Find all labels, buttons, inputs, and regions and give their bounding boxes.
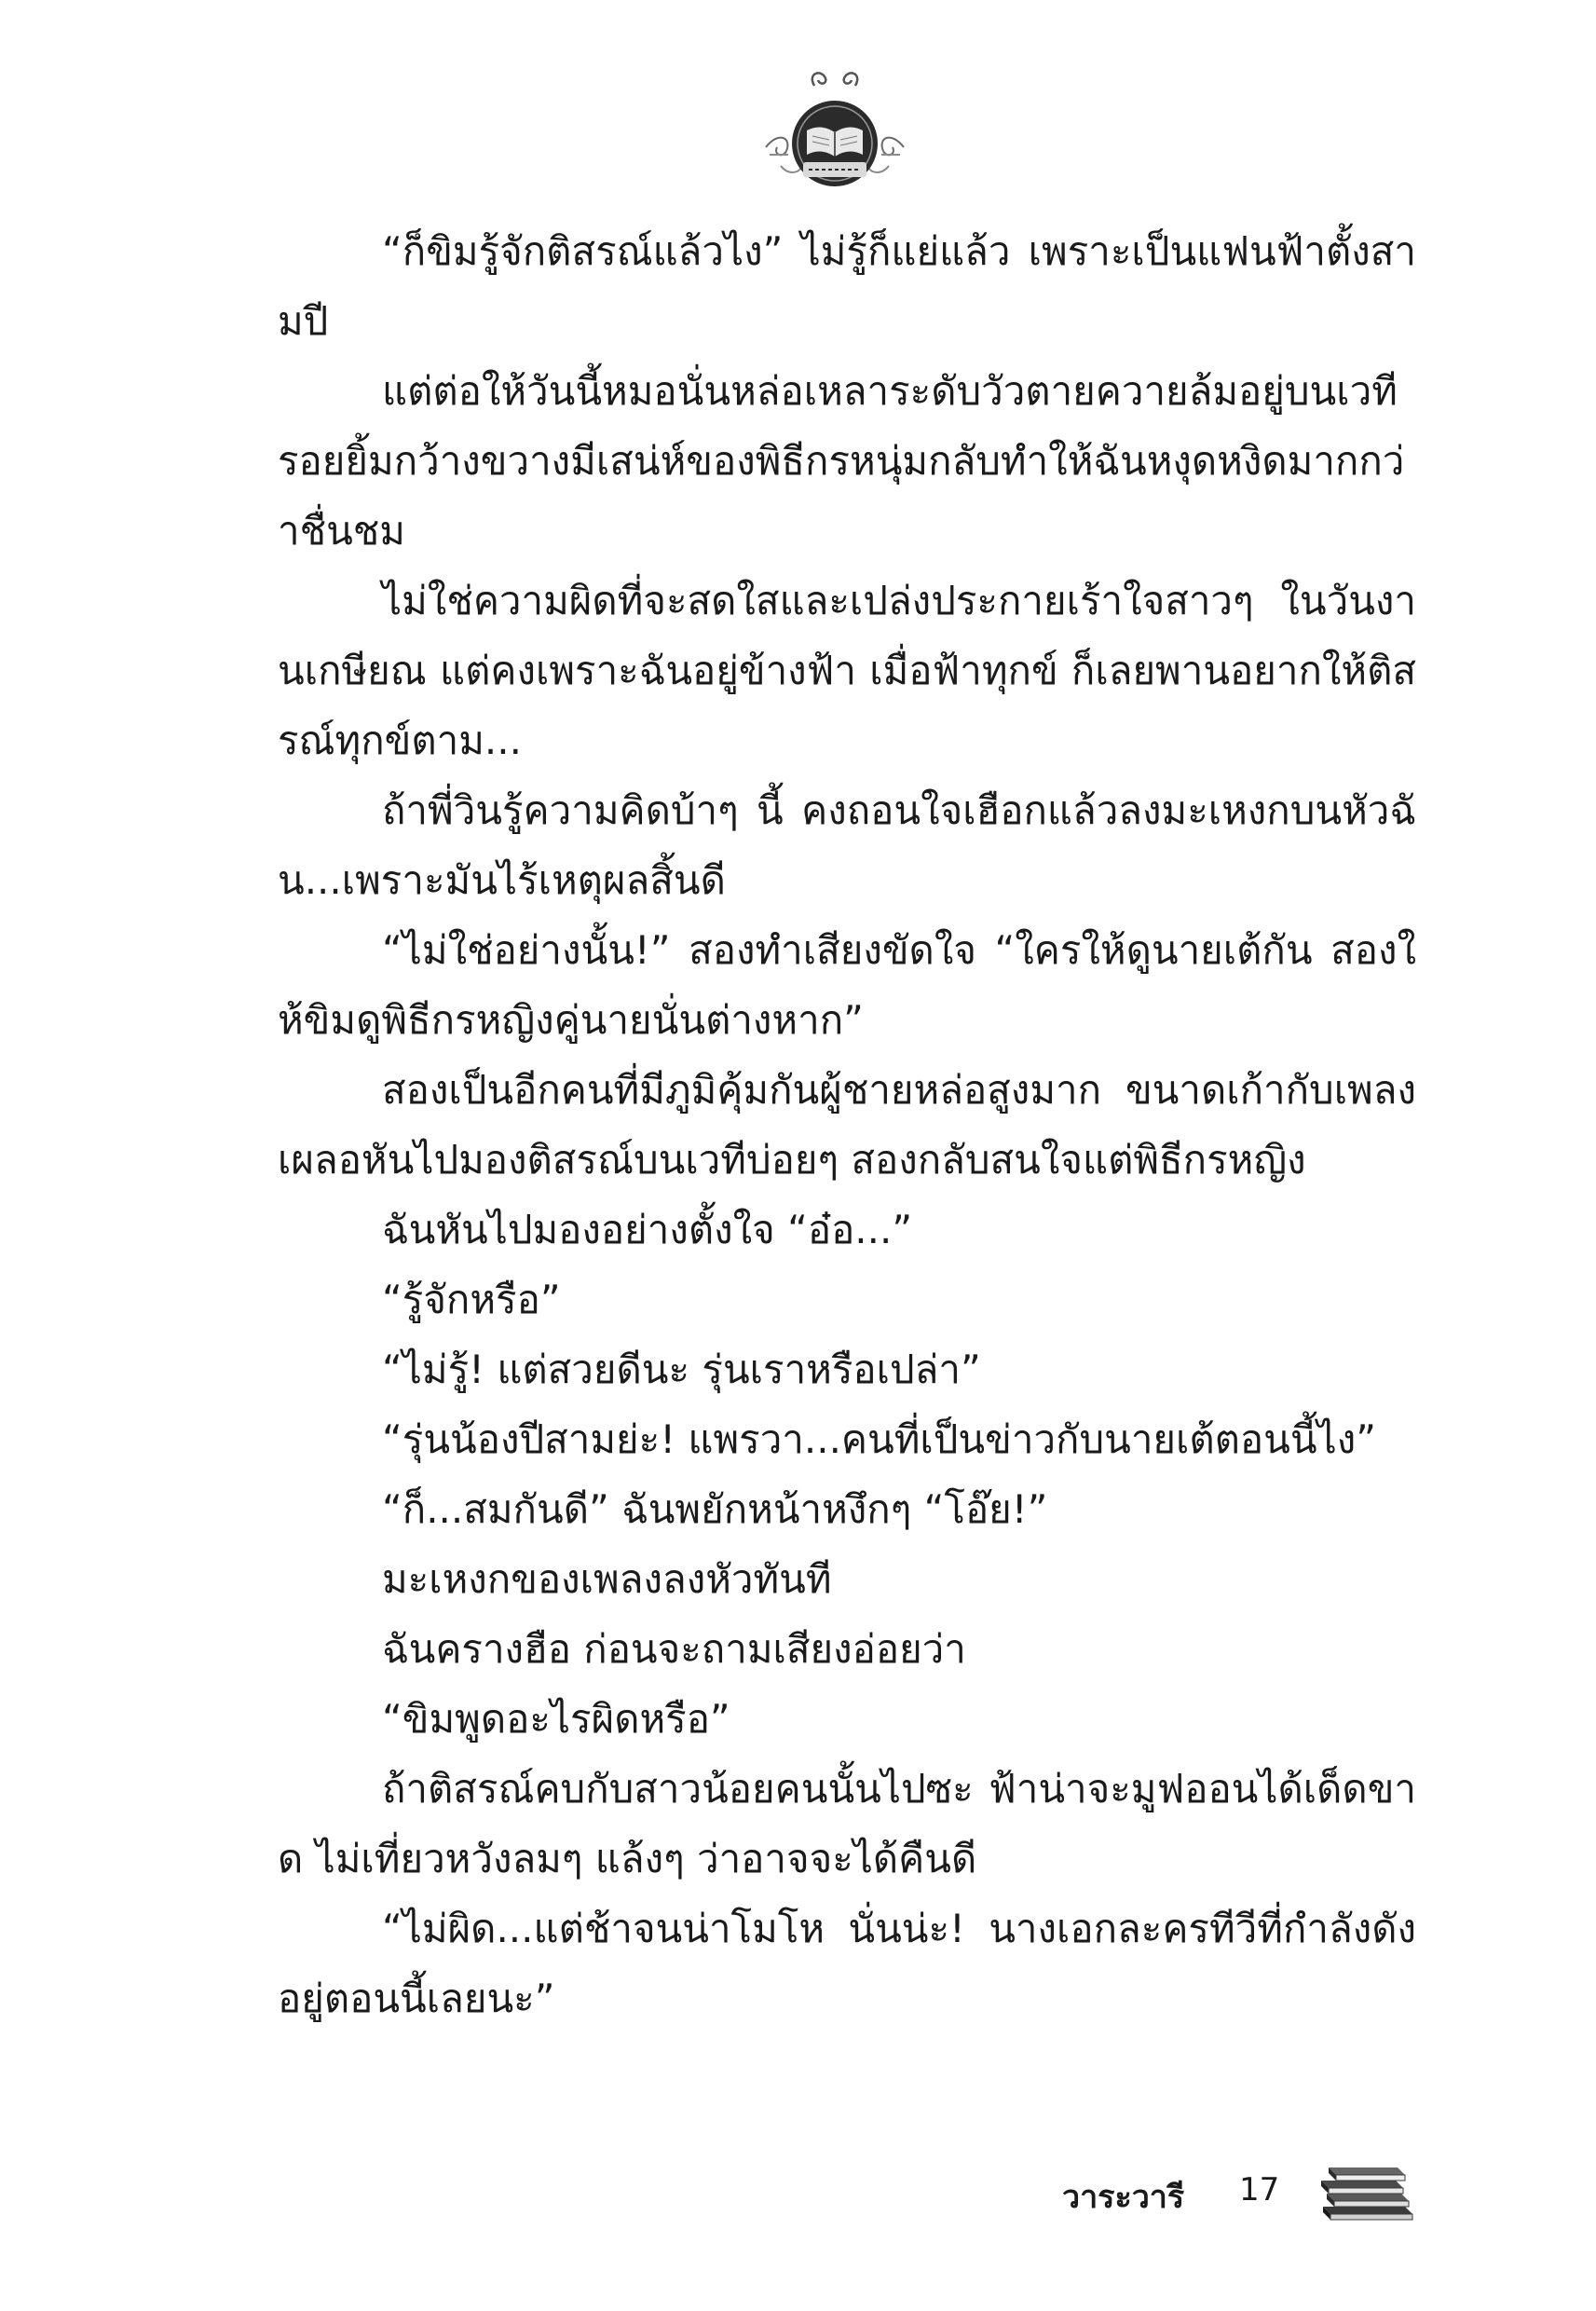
paragraph: “รู้จักหรือ” — [382, 1277, 561, 1322]
paragraph: “ไม่รู้! แต่สวยดีนะ รุ่นเราหรือเปล่า” — [382, 1347, 981, 1392]
paragraph: สองเป็นอีกคนที่มีภูมิคุ้มกันผู้ชายหล่อสูงมาก ขนาดเก้ากับเพลงเผลอหันไปมองติสรณ์บนเวทีบ่อยๆ สองกลับสนใจแต่พิธีกรหญิง — [278, 1067, 1416, 1183]
paragraph: “ไม่ผิด...แต่ช้าจนน่าโมโห นั่นน่ะ! นางเอกละครทีวีที่กำลังดังอยู่ตอนนี้เลยนะ” — [278, 1906, 1416, 2021]
story-body — [278, 216, 1416, 2033]
paragraph: “ก็...สมกันดี” ฉันพยักหน้าหงึกๆ “โอ๊ย!” — [382, 1486, 1048, 1532]
paragraph: ถ้าติสรณ์คบกับสาวน้อยคนนั้นไปซะ ฟ้าน่าจะมูฟออนได้เด็ดขาด ไม่เที่ยวหวังลมๆ แล้งๆ ว่าอาจจะได้คืนดี — [278, 1766, 1416, 1881]
paragraph: “ก็ขิมรู้จักติสรณ์แล้วไง” ไม่รู้ก็แย่แล้ว เพราะเป็นแฟนฟ้าตั้งสามปี — [278, 228, 1416, 344]
stacked-books-icon — [1316, 2158, 1418, 2223]
paragraph: ฉันหันไปมองอย่างตั้งใจ “อ๋อ...” — [382, 1207, 913, 1252]
page-number: 17 — [1239, 2171, 1280, 2208]
paragraph: “ไม่ใช่อย่างนั้น!” สองทำเสียงขัดใจ “ใครให้ดูนายเต้กัน สองให้ขิมดูพิธีกรหญิงคู่นายนั่นต่างหาก” — [278, 927, 1416, 1043]
paragraph: แต่ต่อให้วันนี้หมอนั่นหล่อเหลาระดับวัวตายควายล้มอยู่บนเวที รอยยิ้มกว้างขวางมีเสน่ห์ของพิธีกรหนุ่มกลับทำให้ฉันหงุดหงิดมากกว่าชื่นชม — [278, 368, 1405, 554]
book-seal-emblem-icon — [760, 65, 909, 196]
paragraph: “รุ่นน้องปีสามย่ะ! แพรวา...คนที่เป็นข่าวกับนายเต้ตอนนี้ไง” — [382, 1416, 1376, 1462]
paragraph: มะเหงกของเพลงลงหัวทันที — [382, 1556, 832, 1602]
book-title: วาระวารี — [1062, 2179, 1185, 2216]
paragraph: ไม่ใช่ความผิดที่จะสดใสและเปล่งประกายเร้าใจสาวๆ ในวันงานเกษียณ แต่คงเพราะฉันอยู่ข้างฟ้า เมื่อฟ้าทุกข์ ก็เลยพานอยากให้ติสรณ์ทุกข์ตาม... — [278, 578, 1416, 763]
paragraph: “ขิมพูดอะไรผิดหรือ” — [382, 1696, 730, 1742]
page-footer — [1062, 2153, 1453, 2236]
paragraph: ฉันครางฮือ ก่อนจะถามเสียงอ่อยว่า — [382, 1626, 966, 1672]
paragraph: ถ้าพี่วินรู้ความคิดบ้าๆ นี้ คงถอนใจเฮือกแล้วลงมะเหงกบนหัวฉัน...เพราะมันไร้เหตุผลสิ้นดี — [278, 787, 1416, 903]
